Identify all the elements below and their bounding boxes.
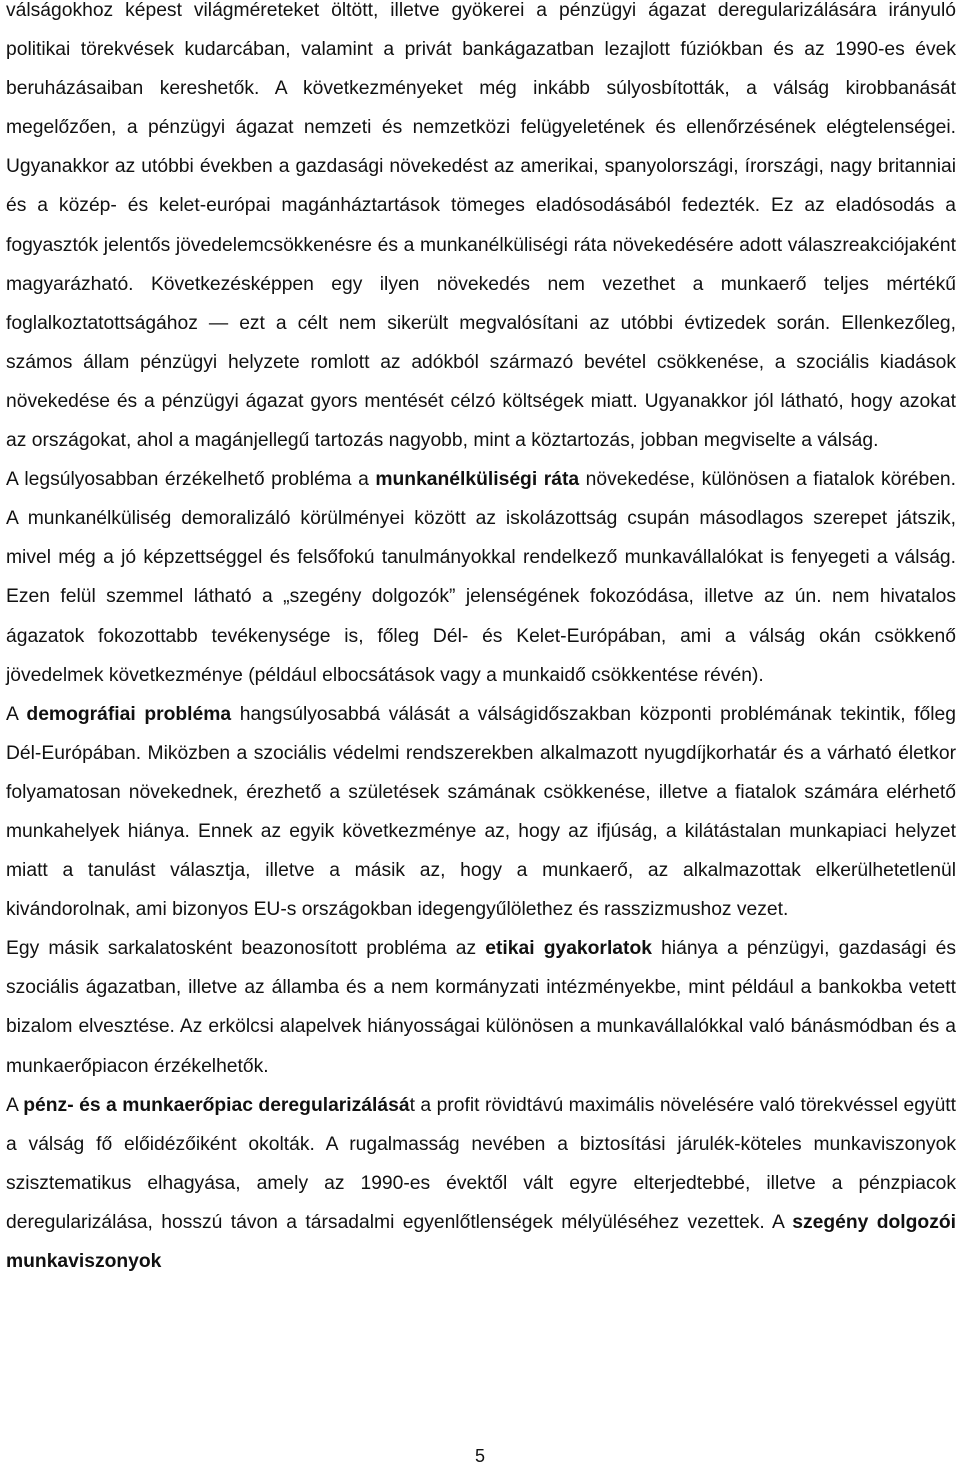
paragraph-text: A legsúlyosabban érzékelhető probléma a <box>6 469 376 491</box>
bold-term: munkanélküliségi ráta <box>375 469 580 491</box>
paragraph-text: növekedése, különösen a fiatalok körében. A munkanélküliség demoralizáló körülményei között az iskolázottság csupán másodlagos szerepet játszik, mivel még a jó képzettséggel és felsőfokú tanulmányokkal rendelkező munkavállalókat is fenyegeti a válság. Ezen felül szemmel látható a „szegény dolgozók” jelenségének fokozódása, illetve az ún. nem hivatalos ágazatok fokozottabb tevékenysége is, főleg Dél- és Kelet-Európában, ami a válság okán csökkenő jövedelmek következménye (például elbocsátások vagy a munkaidő csökkentése révén). <box>6 469 956 686</box>
bold-term: demográfiai probléma <box>26 703 232 725</box>
paragraph-text: hangsúlyosabbá válását a válságidőszakban központi problémának tekintik, főleg Dél-Európában. Miközben a szociális védelmi rendszerekben alkalmazott nyugdíjkorhatár és a várható életkor folyamatosan növekednek, érezhető a születések számának csökkenése, illetve a fiatalok számára elérhető munkahelyek hiánya. Ennek az egyik következménye az, hogy az ifjúság, a kilátástalan munkapiaci helyzet miatt a tanulást választja, illetve a másik az, hogy a munkaerő, az alkalmazottak elkerülhetetlenül kivándorolnak, ami bizonyos EU-s országokban idegengyűlölethez és rasszizmushoz vezet. <box>6 703 956 921</box>
paragraph <box>6 0 956 460</box>
paragraph-text: t a profit rövidtávú maximális növelésére való törekvéssel együtt a válság fő előidézőiként okolták. A rugalmasság nevében a biztosítási járulék-köteles munkaviszonyok szisztematikus elhagyása, amely az 1990-es évektől vált egyre elterjedtebbé, illetve a pénzpiacok deregularizálása, hosszú távon a társadalmi egyenlőtlenségek mélyüléséhez vezettek. A <box>6 1094 957 1233</box>
paragraph <box>6 695 956 930</box>
paragraph-text: hiánya a pénzügyi, gazdasági és szociális ágazatban, illetve az államba és a nem kormányzati intézményekbe, mint például a bankokba vetett bizalom elvesztése. Az erkölcsi alapelvek hiányosságai különösen a munkavállalókkal való bánásmódban és a munkaerőpiacon érzékelhetők. <box>6 938 956 1077</box>
paragraph <box>6 929 956 1085</box>
paragraph-text: A <box>6 703 27 725</box>
bold-term: pénz- és a munkaerőpiac deregularizálásá <box>23 1094 410 1116</box>
bold-term: szegény dolgozói munkaviszonyok <box>6 1211 956 1272</box>
paragraph-text: válságokhoz képest világméreteket öltött, illetve gyökerei a pénzügyi ágazat deregularizálására irányuló politikai törekvések kudarcában, valamint a privát bankágazatban lezajlott fúziókban és az 1990-es évek beruházásaiban kereshetők. A következményeket még inkább súlyosbították, a válság kirobbanását megelőzően, a pénzügyi ágazat nemzeti és nemzetközi felügyeletének és ellenőrzésének elégtelenségei. Ugyanakkor az utóbbi években a gazdasági növekedést az amerikai, spanyolországi, írországi, nagy britanniai és a közép- és kelet-európai magánháztartások tömeges eladósodásából fedezték. Ez az eladósodás a fogyasztók jelentős jövedelemcsökkenésre és a munkanélküliségi ráta növekedésére adott válaszreakciójaként magyarázható. Következésképpen egy ilyen növekedés nem vezethet a munkaerő teljes mértékű foglalkoztatottságához ― ezt a célt nem sikerült megvalósítani az utóbbi évtizedek során. Ellenkezőleg, számos állam pénzügyi helyzete romlott az adókból származó bevétel csökkenése, a szociális kiadások növekedése és a pénzügyi ágazat gyors mentését célzó költségek miatt. Ugyanakkor jól látható, hogy azokat az országokat, ahol a magánjellegű tartozás nagyobb, mint a köztartozás, jobban megviselte a válság. <box>6 0 956 452</box>
paragraph <box>6 1086 956 1281</box>
page-number: 5 <box>474 1446 485 1466</box>
paragraph <box>6 460 956 695</box>
bold-term: etikai gyakorlatok <box>485 938 652 960</box>
document-page <box>6 0 956 1281</box>
paragraph-text: Egy másik sarkalatosként beazonosított probléma az <box>6 938 486 960</box>
paragraph-text: A <box>6 1094 24 1116</box>
